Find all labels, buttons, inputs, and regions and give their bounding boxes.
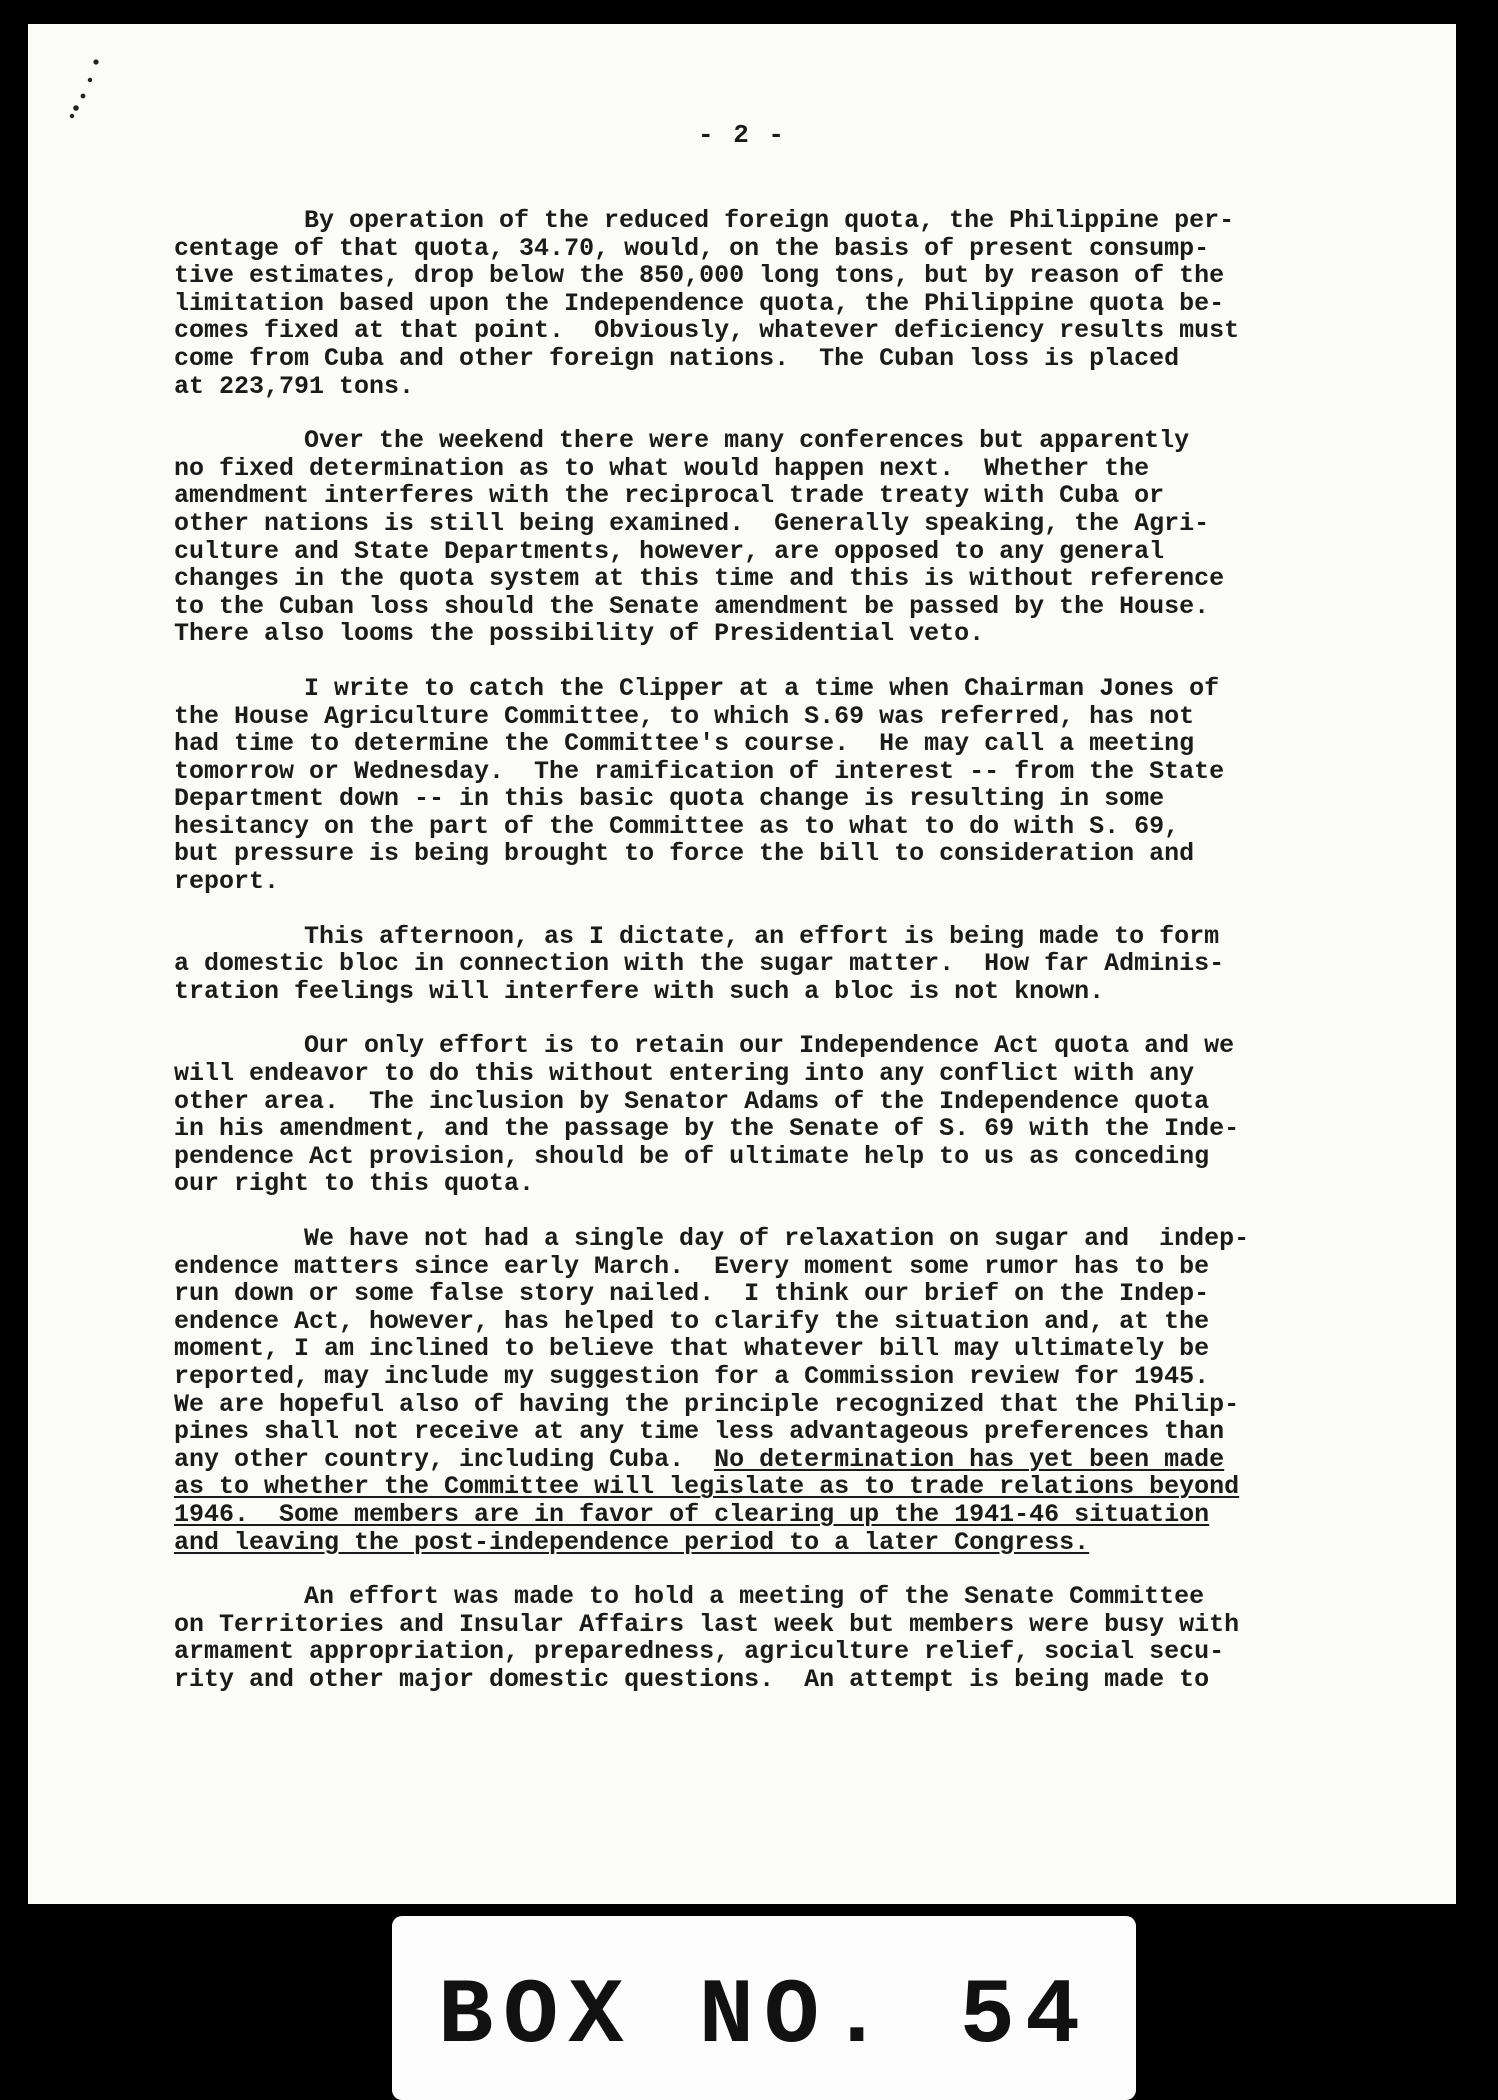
text-line: the House Agriculture Committee, to which S.69 was referred, has not (174, 701, 1195, 731)
text-line: will endeavor to do this without entering into any conflict with any (174, 1059, 1195, 1089)
text-line: tomorrow or Wednesday. The ramification of interest -- from the State (174, 756, 1225, 786)
underlined-text: No determination has yet been made (714, 1444, 1225, 1474)
letter-body (174, 207, 1404, 1721)
archive-box-label (392, 1916, 1136, 2100)
paragraph-7 (174, 1583, 1404, 1693)
text-line: tration feelings will interfere with such a bloc is not known. (174, 976, 1105, 1006)
text-line: comes fixed at that point. Obviously, whatever deficiency results must (174, 316, 1240, 346)
text-line: Over the weekend there were many conferences but apparently (304, 426, 1190, 456)
text-line: other area. The inclusion by Senator Adams of the Independence quota (174, 1086, 1210, 1116)
underlined-line: as to whether the Committee will legislate as to trade relations beyond (174, 1472, 1240, 1502)
text-line: report. (174, 867, 280, 897)
text-line: tive estimates, drop below the 850,000 long tons, but by reason of the (174, 261, 1225, 291)
text-line: We are hopeful also of having the principle recognized that the Philip- (174, 1389, 1240, 1419)
text-line: reported, may include my suggestion for a Commission review for 1945. (174, 1361, 1210, 1391)
ink-dot (70, 114, 74, 118)
text-line: other nations is still being examined. Generally speaking, the Agri- (174, 508, 1210, 538)
paragraph-4 (174, 923, 1404, 1006)
text-line: Our only effort is to retain our Independence Act quota and we (304, 1031, 1235, 1061)
ink-dot (88, 78, 92, 82)
text-line: By operation of the reduced foreign quota, the Philippine per- (304, 206, 1235, 235)
text-line: armament appropriation, preparedness, agriculture relief, social secu- (174, 1637, 1225, 1667)
ink-dot (93, 59, 98, 64)
text-line: centage of that quota, 34.70, would, on the basis of present consump- (174, 233, 1210, 263)
text-line: a domestic bloc in connection with the sugar matter. How far Adminis- (174, 949, 1225, 979)
text-line: come from Cuba and other foreign nations. The Cuban loss is placed (174, 343, 1180, 373)
text-line: changes in the quota system at this time and this is without reference (174, 564, 1225, 594)
text-line: run down or some false story nailed. I think our brief on the Indep- (174, 1279, 1210, 1309)
text-span: any other country, including Cuba. (174, 1444, 715, 1474)
text-line: no fixed determination as to what would happen next. Whether the (174, 453, 1150, 483)
text-line: endence Act, however, has helped to clarify the situation and, at the (174, 1306, 1210, 1336)
text-line: pines shall not receive at any time less advantageous preferences than (174, 1417, 1225, 1447)
text-line: on Territories and Insular Affairs last week but members were busy with (174, 1609, 1240, 1639)
text-line: pendence Act provision, should be of ultimate help to us as conceding (174, 1141, 1210, 1171)
text-line: but pressure is being brought to force the bill to consideration and (174, 839, 1195, 869)
paragraph-1 (174, 207, 1404, 400)
paragraph-6 (174, 1225, 1404, 1556)
box-number: BOX NO. 54 (437, 1964, 1091, 2069)
text-line: endence matters since early March. Every moment some rumor has to be (174, 1251, 1210, 1281)
text-line: We have not had a single day of relaxation on sugar and indep- (304, 1224, 1250, 1253)
document-page (28, 24, 1456, 1904)
ink-dot (73, 105, 79, 111)
text-line: Department down -- in this basic quota change is resulting in some (174, 784, 1165, 814)
page-number: - 2 - (697, 120, 786, 150)
text-line: amendment interferes with the reciprocal trade treaty with Cuba or (174, 481, 1165, 511)
paragraph-2 (174, 427, 1404, 648)
text-line: This afternoon, as I dictate, an effort is being made to form (304, 921, 1220, 951)
ink-dot (81, 94, 86, 99)
text-line: rity and other major domestic questions. An attempt is being made to (174, 1664, 1210, 1694)
text-line: at 223,791 tons. (174, 371, 415, 401)
text-line: There also looms the possibility of Presidential veto. (174, 619, 985, 649)
mixed-line (174, 1446, 1404, 1474)
text-line: culture and State Departments, however, are opposed to any general (174, 536, 1165, 566)
text-line: I write to catch the Clipper at a time when Chairman Jones of (304, 673, 1220, 703)
text-line: in his amendment, and the passage by the Senate of S. 69 with the Inde- (174, 1114, 1240, 1144)
underlined-line: 1946. Some members are in favor of clearing up the 1941-46 situation (174, 1499, 1210, 1529)
paragraph-5 (174, 1032, 1404, 1198)
paragraph-3 (174, 675, 1404, 896)
text-line: An effort was made to hold a meeting of the Senate Committee (304, 1582, 1205, 1612)
text-line: limitation based upon the Independence quota, the Philippine quota be- (174, 288, 1225, 318)
text-line: our right to this quota. (174, 1169, 535, 1199)
text-line: hesitancy on the part of the Committee as to what to do with S. 69, (174, 811, 1180, 841)
underlined-line: and leaving the post-independence period to a later Congress. (174, 1527, 1090, 1557)
text-line: to the Cuban loss should the Senate amendment be passed by the House. (174, 591, 1210, 621)
text-line: had time to determine the Committee's course. He may call a meeting (174, 729, 1195, 759)
text-line: moment, I am inclined to believe that whatever bill may ultimately be (174, 1334, 1210, 1364)
